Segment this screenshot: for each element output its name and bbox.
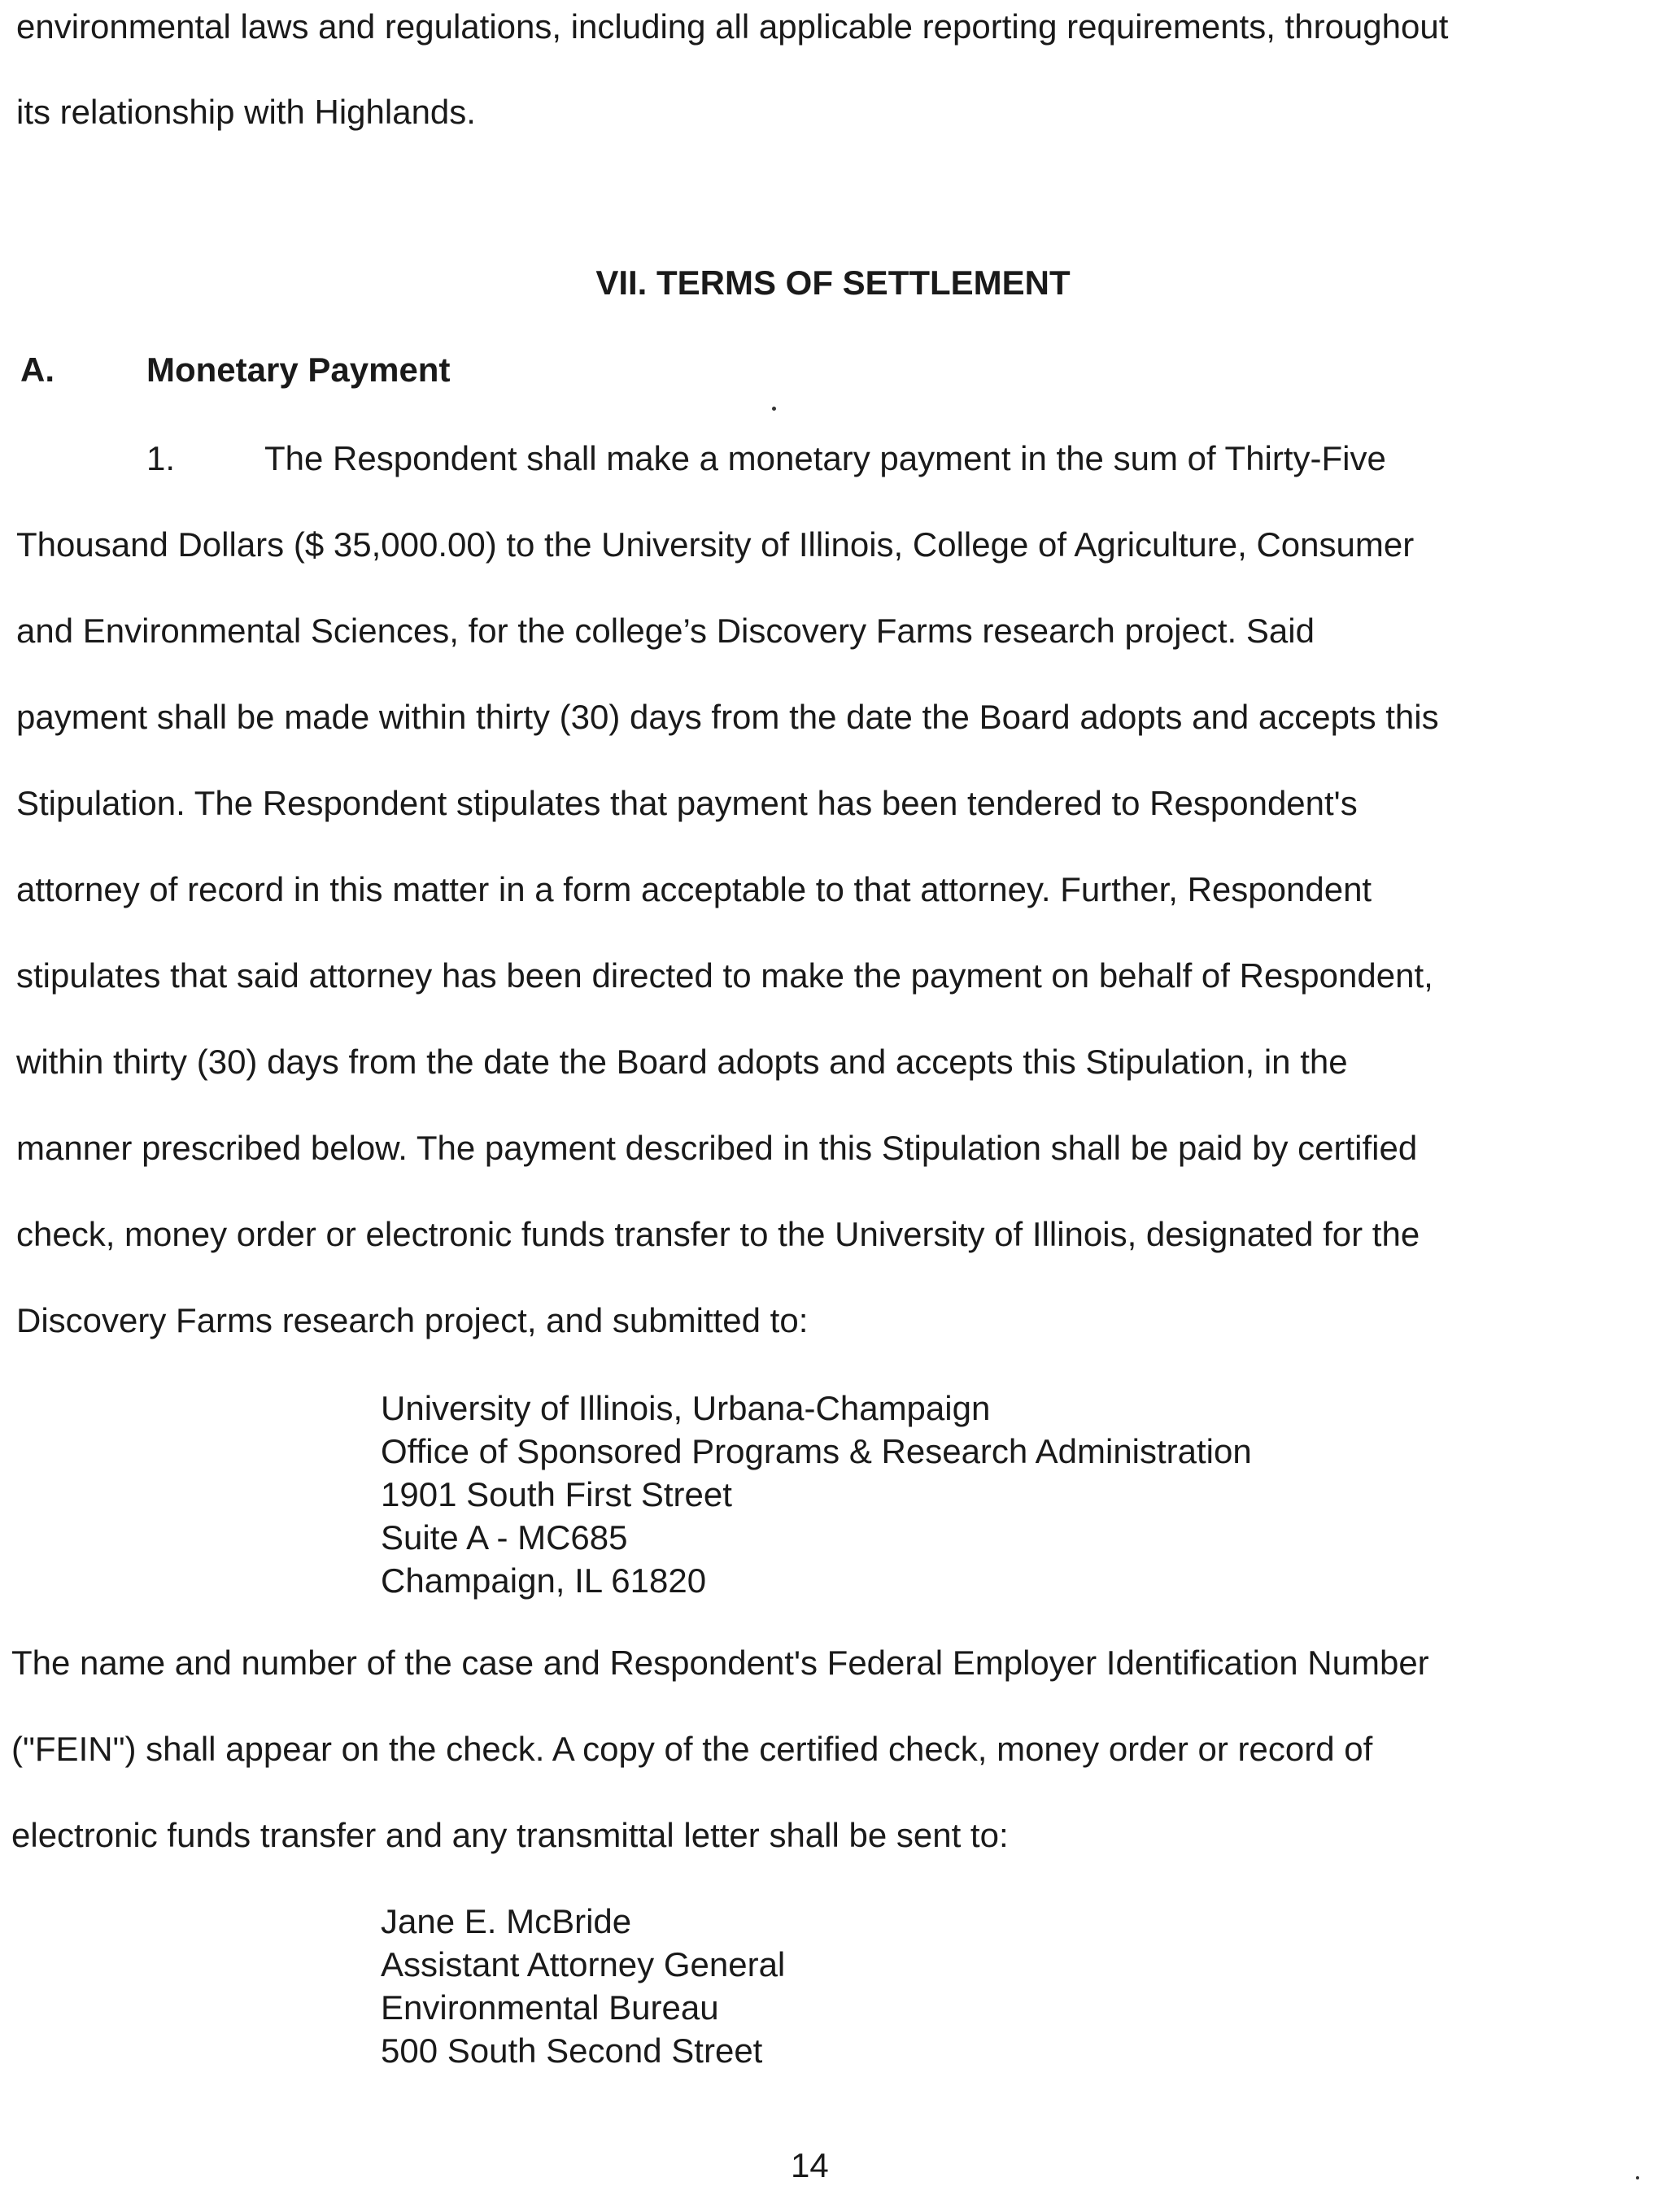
address-line: Suite A - MC685 <box>381 1518 628 1557</box>
body-text-line: The name and number of the case and Respondent's Federal Employer Identification Number <box>11 1644 1429 1682</box>
body-text-line: and Environmental Sciences, for the college’s Discovery Farms research project. Said <box>16 612 1315 650</box>
body-text-line: payment shall be made within thirty (30) days from the date the Board adopts and accepts this <box>16 698 1439 736</box>
body-text-line: manner prescribed below. The payment described in this Stipulation shall be paid by certified <box>16 1129 1418 1167</box>
address-line: Assistant Attorney General <box>381 1945 786 1983</box>
body-text-line: Discovery Farms research project, and submitted to: <box>16 1301 809 1339</box>
body-text-line: The Respondent shall make a monetary payment in the sum of Thirty-Five <box>264 439 1386 477</box>
address-line: University of Illinois, Urbana-Champaign <box>381 1389 991 1427</box>
body-text-line: check, money order or electronic funds transfer to the University of Illinois, designated for the <box>16 1215 1420 1253</box>
body-text-line: environmental laws and regulations, including all applicable reporting requirements, throughout <box>16 7 1449 46</box>
address-line: Environmental Bureau <box>381 1988 719 2027</box>
payment-address-block <box>381 1387 1252 1602</box>
paragraph-number: 1. <box>146 439 176 477</box>
copy-address-block <box>381 1900 785 2072</box>
page-number: 14 <box>791 2146 829 2184</box>
address-line: 1901 South First Street <box>381 1475 732 1513</box>
body-text-line: attorney of record in this matter in a form acceptable to that attorney. Further, Respondent <box>16 870 1372 908</box>
address-line: 500 South Second Street <box>381 2031 763 2070</box>
address-line: Office of Sponsored Programs & Research Administration <box>381 1432 1252 1470</box>
body-text-line: Thousand Dollars ($ 35,000.00) to the University of Illinois, College of Agriculture, Consumer <box>16 525 1415 564</box>
body-text-line: within thirty (30) days from the date the Board adopts and accepts this Stipulation, in the <box>16 1043 1348 1081</box>
address-line: Champaign, IL 61820 <box>381 1561 707 1600</box>
scan-speck <box>772 407 776 411</box>
body-text-line: stipulates that said attorney has been directed to make the payment on behalf of Respondent, <box>16 956 1433 995</box>
body-text-line: ("FEIN") shall appear on the check. A copy of the certified check, money order or record of <box>11 1730 1373 1768</box>
body-text-line: electronic funds transfer and any transmittal letter shall be sent to: <box>11 1816 1009 1854</box>
section-heading: VII. TERMS OF SETTLEMENT <box>595 263 1071 302</box>
scan-speck <box>1636 2176 1639 2179</box>
address-line: Jane E. McBride <box>381 1902 632 1940</box>
subsection-letter: A. <box>20 351 55 389</box>
body-text-line: Stipulation. The Respondent stipulates that payment has been tendered to Respondent's <box>16 784 1358 822</box>
body-text-line: its relationship with Highlands. <box>16 93 476 131</box>
subsection-title: Monetary Payment <box>146 351 451 389</box>
